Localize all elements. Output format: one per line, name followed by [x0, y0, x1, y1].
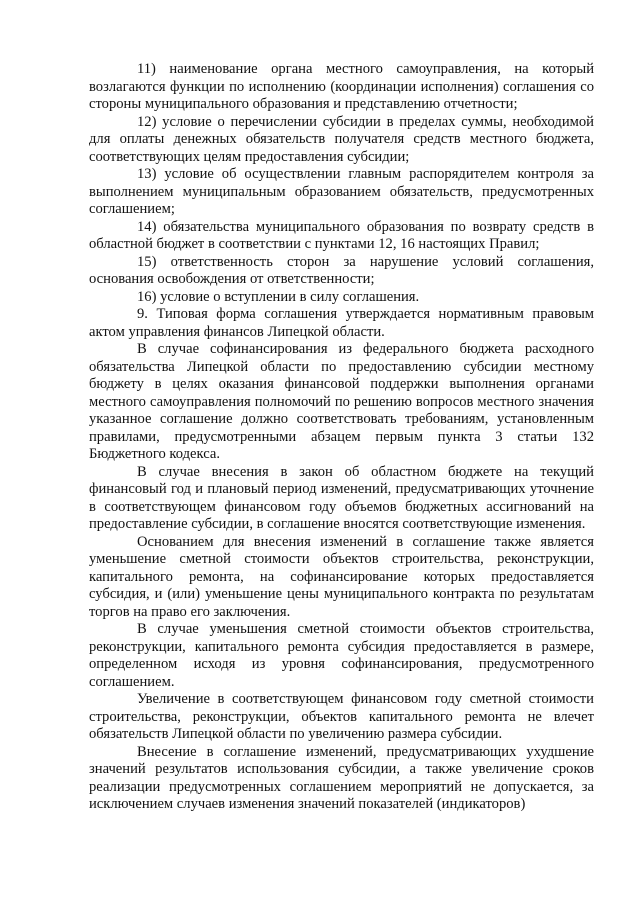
paragraph-cofinancing: В случае софинансирования из федерального бюджета расходного обязательства Липецкой области по предоставлению субсидии местному бюджету в целях оказания финансовой поддержки выполнения органами местного самоуправления полномочий по решению вопросов местного значения указанное соглашение должно соответствовать требованиям, установленным правилами, предусмотренными абзацем первым пункта 3 статьи 132 Бюджетного кодекса. [89, 341, 594, 462]
item-13: 13) условие об осуществлении главным распорядителем контроля за выполнением муниципальным образованием обязательств, предусмотренных соглашением; [89, 166, 594, 217]
paragraph-worsening-results: Внесение в соглашение изменений, предусматривающих ухудшение значений результатов использования субсидии, а также увеличение сроков реализации предусмотренных соглашением мероприятий не допускается, за исключением случаев изменения значений показателей (индикаторов) [89, 743, 594, 812]
paragraph-budget-law-changes: В случае внесения в закон об областном бюджете на текущий финансовый год и плановый период изменений, предусматривающих уточнение в соответствующем финансовом году объемов бюджетных ассигнований на предоставление субсидии, в соглашение вносятся соответствующие изменения. [89, 463, 594, 532]
item-11: 11) наименование органа местного самоуправления, на который возлагаются функции по исполнению (координации исполнения) соглашения со стороны муниципального образования и представлению отчетности; [89, 61, 594, 112]
item-12: 12) условие о перечислении субсидии в пределах суммы, необходимой для оплаты денежных обязательств получателя средств местного бюджета, соответствующих целям предоставления субсидии; [89, 113, 594, 165]
document-page [89, 61, 594, 814]
paragraph-cost-reduction: В случае уменьшения сметной стоимости объектов строительства, реконструкции, капитального ремонта субсидия предоставляется в размере, определенном исходя из уровня софинансирования, предусмотренного соглашением. [89, 621, 594, 690]
paragraph-grounds-for-changes: Основанием для внесения изменений в соглашение также является уменьшение сметной стоимости объектов строительства, реконструкции, капитального ремонта, на софинансирование которых предоставляется субсидия, и (или) уменьшение цены муниципального контракта по результатам торгов на право его заключения. [89, 533, 594, 620]
item-15: 15) ответственность сторон за нарушение условий соглашения, основания освобождения от ответственности; [89, 253, 594, 287]
item-16: 16) условие о вступлении в силу соглашения. [137, 288, 420, 305]
item-14: 14) обязательства муниципального образования по возврату средств в областной бюджет в соответствии с пунктами 12, 16 настоящих Правил; [89, 218, 594, 252]
clause-9: 9. Типовая форма соглашения утверждается нормативным правовым актом управления финансов Липецкой области. [89, 306, 594, 340]
paragraph-cost-increase: Увеличение в соответствующем финансовом году сметной стоимости строительства, реконструкции, объектов капитального ремонта не влечет обязательств Липецкой области по увеличению размера субсидии. [89, 691, 594, 742]
